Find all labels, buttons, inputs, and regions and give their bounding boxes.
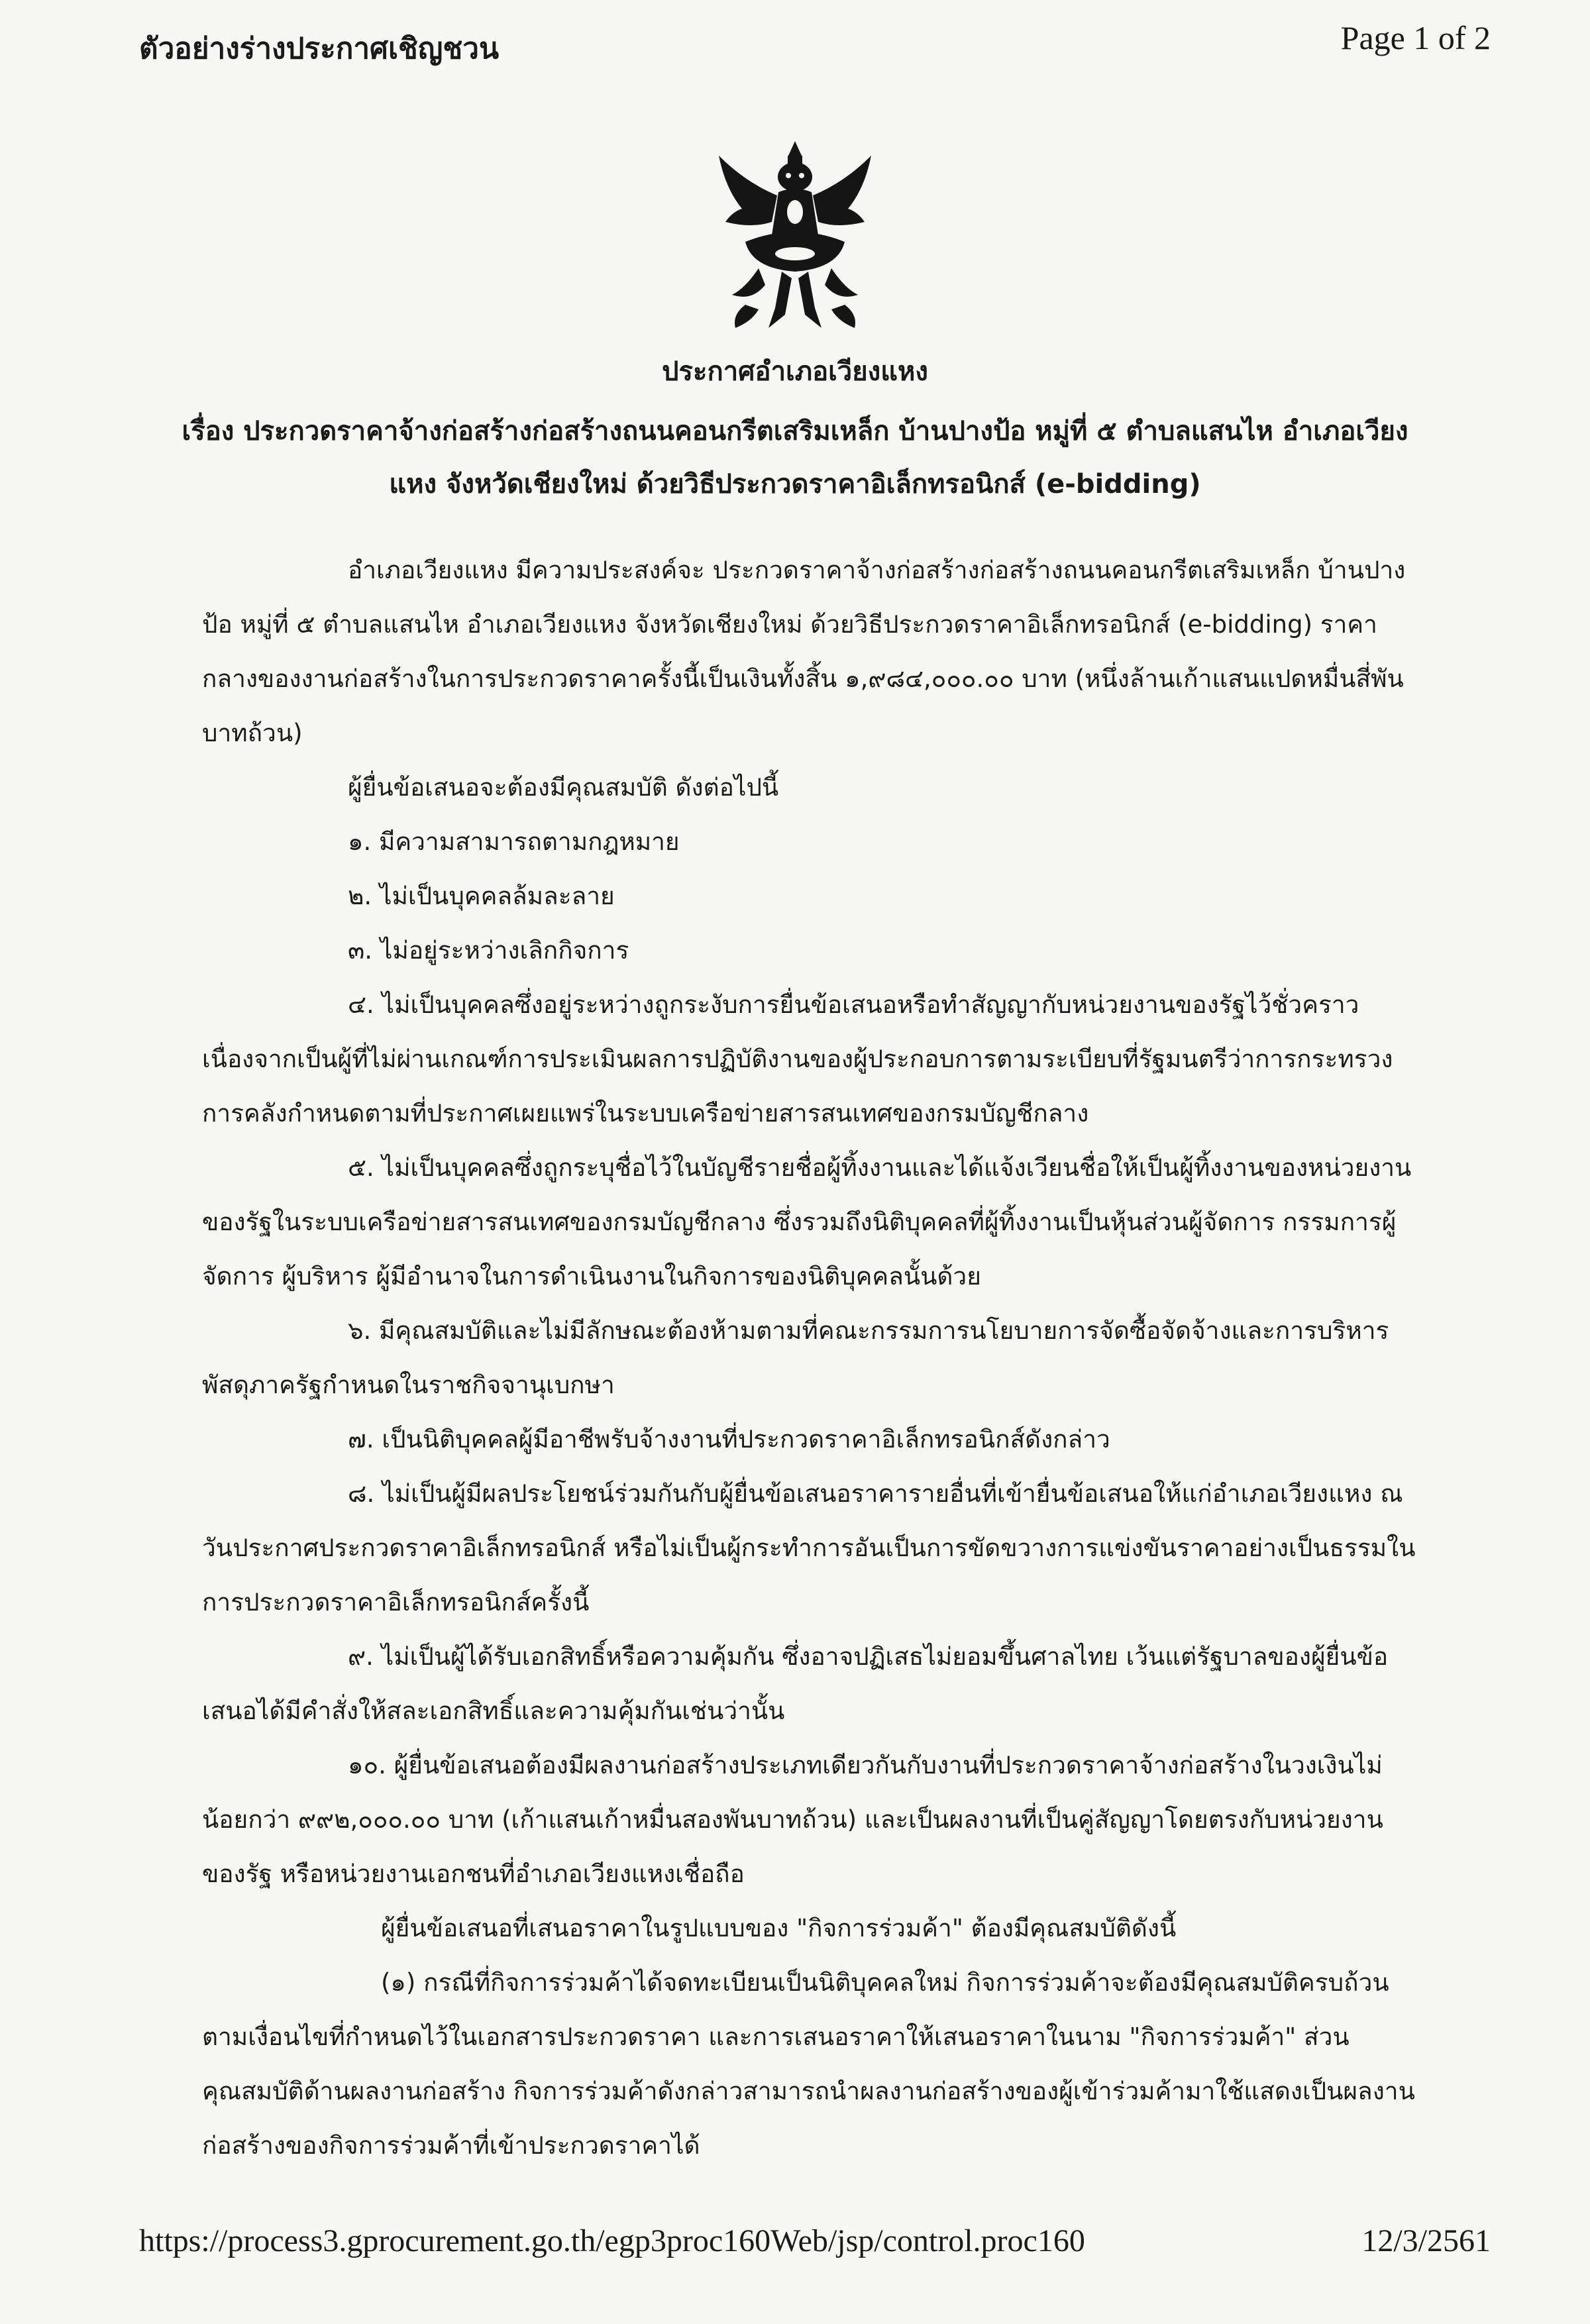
subject-line-2: แหง จังหวัดเชียงใหม่ ด้วยวิธีประกวดราคาอิเล็กทรอนิกส์ (e-bidding) bbox=[389, 469, 1201, 500]
subject-line-1: เรื่อง ประกวดราคาจ้างก่อสร้างก่อสร้างถนนคอนกรีตเสริมเหล็ก บ้านปางป้อ หมู่ที่ ๕ ตำบลแสนไห อำเภอเวียง bbox=[182, 416, 1408, 447]
intro-paragraph: อำเภอเวียงแหง มีความประสงค์จะ ประกวดราคาจ้างก่อสร้างก่อสร้างถนนคอนกรีตเสริมเหล็ก บ้านปางป้อ หมู่ที่ ๕ ตำบลแสนไห อำเภอเวียงแหง จังหวัดเชียงใหม่ ด้วยวิธีประกวดราคาอิเล็กทรอนิกส์ (e-bidding) ราคากลางของงานก่อสร้างในการประกวดราคาครั้งนี้เป็นเงินทั้งสิ้น ๑,๙๘๔,๐๐๐.๐๐ บาท (หนึ่งล้านเก้าแสนแปดหมื่นสี่พันบาทถ้วน) bbox=[202, 556, 1406, 747]
document-label: ตัวอย่างร่างประกาศเชิญชวน bbox=[139, 32, 500, 66]
source-url: https://process3.gprocurement.go.th/egp3proc160Web/jsp/control.proc160 bbox=[139, 2223, 1085, 2258]
qualification-item: ๑. มีความสามารถตามกฎหมาย bbox=[348, 827, 680, 856]
qualification-item: ๓. ไม่อยู่ระหว่างเลิกกิจการ bbox=[348, 936, 629, 965]
qualification-item: ๙. ไม่เป็นผู้ได้รับเอกสิทธิ์หรือความคุ้มกัน ซึ่งอาจปฏิเสธไม่ยอมขึ้นศาลไทย เว้นแต่รัฐบาลของผู้ยื่นข้อเสนอได้มีคำสั่งให้สละเอกสิทธิ์และความคุ้มกันเช่นว่านั้น bbox=[202, 1642, 1389, 1725]
qualification-item: ๒. ไม่เป็นบุคคลล้มละลาย bbox=[348, 882, 615, 910]
qualification-item: ๕. ไม่เป็นบุคคลซึ่งถูกระบุชื่อไว้ในบัญชีรายชื่อผู้ทิ้งงานและได้แจ้งเวียนชื่อให้เป็นผู้ทิ้งงานของหน่วยงานของรัฐในระบบเครือข่ายสารสนเทศของกรมบัญชีกลาง ซึ่งรวมถึงนิติบุคคลที่ผู้ทิ้งงานเป็นหุ้นส่วนผู้จัดการ กรรมการผู้จัดการ ผู้บริหาร ผู้มีอำนาจในการดำเนินงานในกิจการของนิติบุคคลนั้นด้วย bbox=[202, 1153, 1412, 1291]
qualification-item: ๑๐. ผู้ยื่นข้อเสนอต้องมีผลงานก่อสร้างประเภทเดียวกันกับงานที่ประกวดราคาจ้างก่อสร้างในวงเงินไม่น้อยกว่า ๙๙๒,๐๐๐.๐๐ บาท (เก้าแสนเก้าหมื่นสองพันบาทถ้วน) และเป็นผลงานที่เป็นคู่สัญญาโดยตรงกับหน่วยงานของรัฐ หรือหน่วยงานเอกชนที่อำเภอเวียงแหงเชื่อถือ bbox=[202, 1751, 1383, 1888]
announcement-title: ประกาศอำเภอเวียงแหง bbox=[662, 356, 928, 387]
qualification-item: ๖. มีคุณสมบัติและไม่มีลักษณะต้องห้ามตามที่คณะกรรมการนโยบายการจัดซื้อจัดจ้างและการบริหารพัสดุภาครัฐกำหนดในราชกิจจานุเบกษา bbox=[202, 1316, 1389, 1399]
garuda-emblem-icon bbox=[706, 136, 884, 335]
qualification-item: ๔. ไม่เป็นบุคคลซึ่งอยู่ระหว่างถูกระงับการยื่นข้อเสนอหรือทำสัญญากับหน่วยงานของรัฐไว้ชั่วคราวเนื่องจากเป็นผู้ที่ไม่ผ่านเกณฑ์การประเมินผลการปฏิบัติงานของผู้ประกอบการตามระเบียบที่รัฐมนตรีว่าการกระทรวงการคลังกำหนดตามที่ประกาศเผยแพร่ในระบบเครือข่ายสารสนเทศของกรมบัญชีกลาง bbox=[202, 990, 1393, 1128]
document-body bbox=[202, 543, 1421, 2173]
qualification-item: ๗. เป็นนิติบุคคลผู้มีอาชีพรับจ้างงานที่ประกวดราคาอิเล็กทรอนิกส์ดังกล่าว bbox=[348, 1425, 1110, 1453]
print-date: 12/3/2561 bbox=[1361, 2223, 1491, 2258]
page-number: Page 1 of 2 bbox=[1340, 19, 1491, 56]
joint-venture-item: (๑) กรณีที่กิจการร่วมค้าได้จดทะเบียนเป็นนิติบุคคลใหม่ กิจการร่วมค้าจะต้องมีคุณสมบัติครบถ้วนตามเงื่อนไขที่กำหนดไว้ในเอกสารประกวดราคา และการเสนอราคาให้เสนอราคาในนาม "กิจการร่วมค้า" ส่วนคุณสมบัติด้านผลงานก่อสร้าง กิจการร่วมค้าดังกล่าวสามารถนำผลงานก่อสร้างของผู้เข้าร่วมค้ามาใช้แสดงเป็นผลงานก่อสร้างของกิจการร่วมค้าที่เข้าประกวดราคาได้ bbox=[202, 1968, 1415, 2160]
qualification-item: ๘. ไม่เป็นผู้มีผลประโยชน์ร่วมกันกับผู้ยื่นข้อเสนอราคารายอื่นที่เข้ายื่นข้อเสนอให้แก่อำเภอเวียงแหง ณ วันประกาศประกวดราคาอิเล็กทรอนิกส์ หรือไม่เป็นผู้กระทำการอันเป็นการขัดขวางการแข่งขันราคาอย่างเป็นธรรมในการประกวดราคาอิเล็กทรอนิกส์ครั้งนี้ bbox=[202, 1479, 1416, 1616]
joint-venture-heading: ผู้ยื่นข้อเสนอที่เสนอราคาในรูปแบบของ "กิจการร่วมค้า" ต้องมีคุณสมบัติดังนี้ bbox=[381, 1914, 1177, 1942]
qualification-heading: ผู้ยื่นข้อเสนอจะต้องมีคุณสมบัติ ดังต่อไปนี้ bbox=[348, 773, 779, 802]
